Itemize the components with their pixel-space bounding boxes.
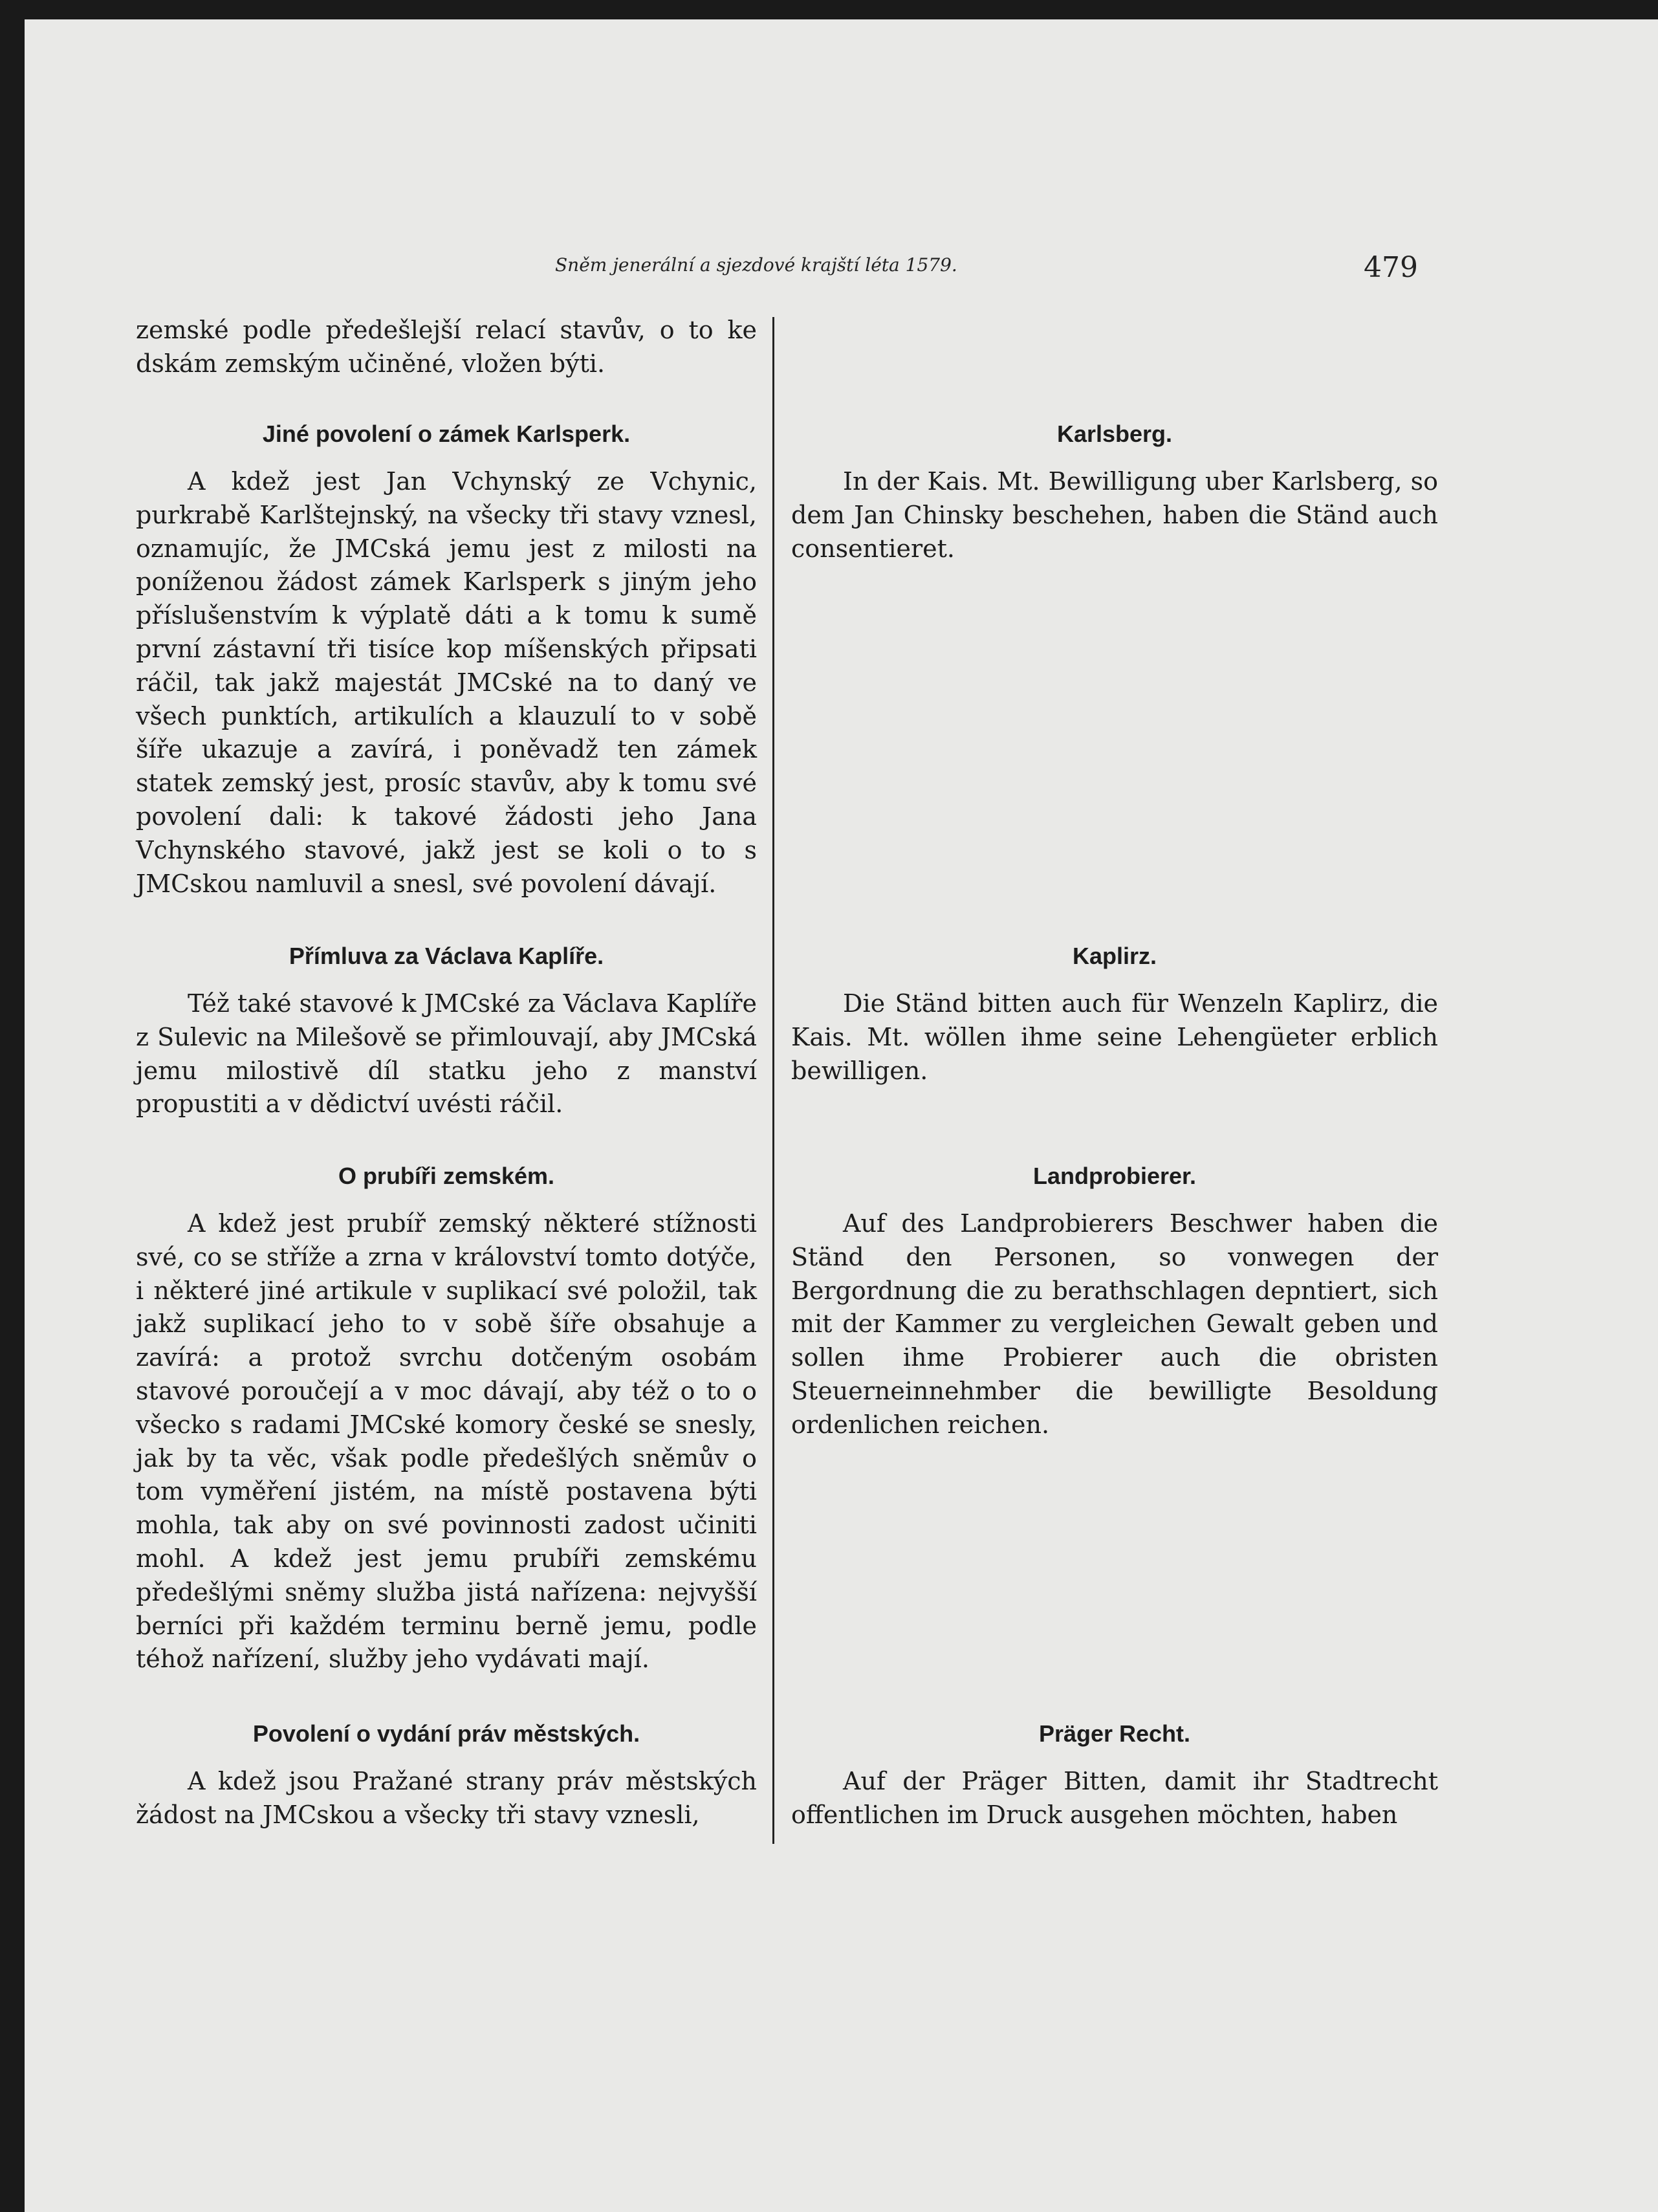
section-heading-prager-recht: Präger Recht. [1038, 1720, 1191, 1747]
paragraph-prubir: A kdež jest prubíř zemský některé stížnosti své, co se stříže a zrna v království tomto dotýče, i některé jiné artikule v suplikací své položil, tak jakž suplikací jeho to v sobě šíře obsahuje a zavírá: a protož svrchu dotčeným osobám stavové poroučejí a v moc dávají, aby též o to o všecko s radami JMCské komory české se snesly, jak by ta věc, však podle předešlých sněmův o tom vyměření jistém, na místě postavena býti mohla, tak aby on své povinnosti zadost učiniti mohl. A kdež jest jemu prubíři zemskému předešlými sněmy služba jistá nařízena: nejvyšší berníci při každém terminu berně jemu, podle téhož nařízení, služby jeho vydávati mají. [136, 1209, 757, 1674]
section-heading-karlsberg: Karlsberg. [1056, 421, 1173, 447]
paragraph-continuation: zemské podle předešlejší relací stavův, o to ke dskám zemským učiněné, vložen býti. [136, 316, 757, 378]
section-heading-kaplirz: Kaplirz. [1072, 943, 1157, 969]
section-heading-karlsperk: Jiné povolení o zámek Karlsperk. [262, 421, 631, 447]
paragraph-karlsberg: In der Kais. Mt. Bewilligung uber Karlsberg, so dem Jan Chinsky beschehen, haben die Ständ auch consentieret. [791, 467, 1438, 563]
column-divider [772, 317, 774, 1844]
section-heading-kaplir: Přímluva za Václava Kaplíře. [289, 943, 604, 969]
paragraph-landprobierer: Auf des Landprobierers Beschwer haben die Ständ den Personen, so vonwegen der Bergordnung die zu berathschlagen depntiert, sich mit der Kammer zu vergleichen Gewalt geben und sollen ihme Probierer auch die obristen Steuerneinnehmber die bewilligte Besoldung ordenlichen reichen. [791, 1209, 1438, 1439]
paragraph-prava: A kdež jsou Pražané strany práv městských žádost na JMCskou a všecky tři stavy vznesli, [136, 1767, 757, 1829]
section-heading-landprobierer: Landprobierer. [1032, 1163, 1197, 1189]
page-sheet [25, 19, 1658, 2212]
section-heading-prava: Povolení o vydání práv městských. [252, 1720, 640, 1747]
paragraph-kaplir: Též také stavové k JMCské za Václava Kaplíře z Sulevic na Milešově se přimlouvají, aby JMCská jemu milostivě díl statku jeho z manství propustiti a v dědictví uvésti ráčil. [136, 989, 757, 1119]
page-header [25, 252, 1658, 291]
paragraph-prager-recht: Auf der Präger Bitten, damit ihr Stadtrecht offentlichen im Druck ausgehen möchten, haben [791, 1767, 1438, 1829]
paragraph-karlsperk: A kdež jest Jan Vchynský ze Vchynic, purkrabě Karlštejnský, na všecky tři stavy vznesl, oznamujíc, že JMCská jemu jest z milosti na poníženou žádost zámek Karlsperk s jiným jeho příslušenstvím k výplatě dáti a k tomu k sumě první zástavní tři tisíce kop míšenských připsati ráčil, tak jakž majestát JMCské na to daný ve všech punktích, artikulích a klauzulí to v sobě šíře ukazuje a zavírá, i poněvadž ten zámek statek zemský jest, prosíc stavův, aby k tomu své povolení dali: k takové žádosti jeho Jana Vchynského stavové, jakž jest se koli o to s JMCskou namluvil a snesl, své povolení dávají. [136, 467, 757, 898]
running-title: Sněm jenerální a sjezdové krajští léta 1579. [555, 254, 957, 276]
paragraph-kaplirz: Die Ständ bitten auch für Wenzeln Kaplirz, die Kais. Mt. wöllen ihme seine Lehengüeter erblich bewilligen. [791, 989, 1438, 1085]
czech-column [136, 314, 757, 1829]
section-heading-prubir: O prubíři zemském. [338, 1163, 555, 1189]
page-number: 479 [1364, 251, 1418, 284]
